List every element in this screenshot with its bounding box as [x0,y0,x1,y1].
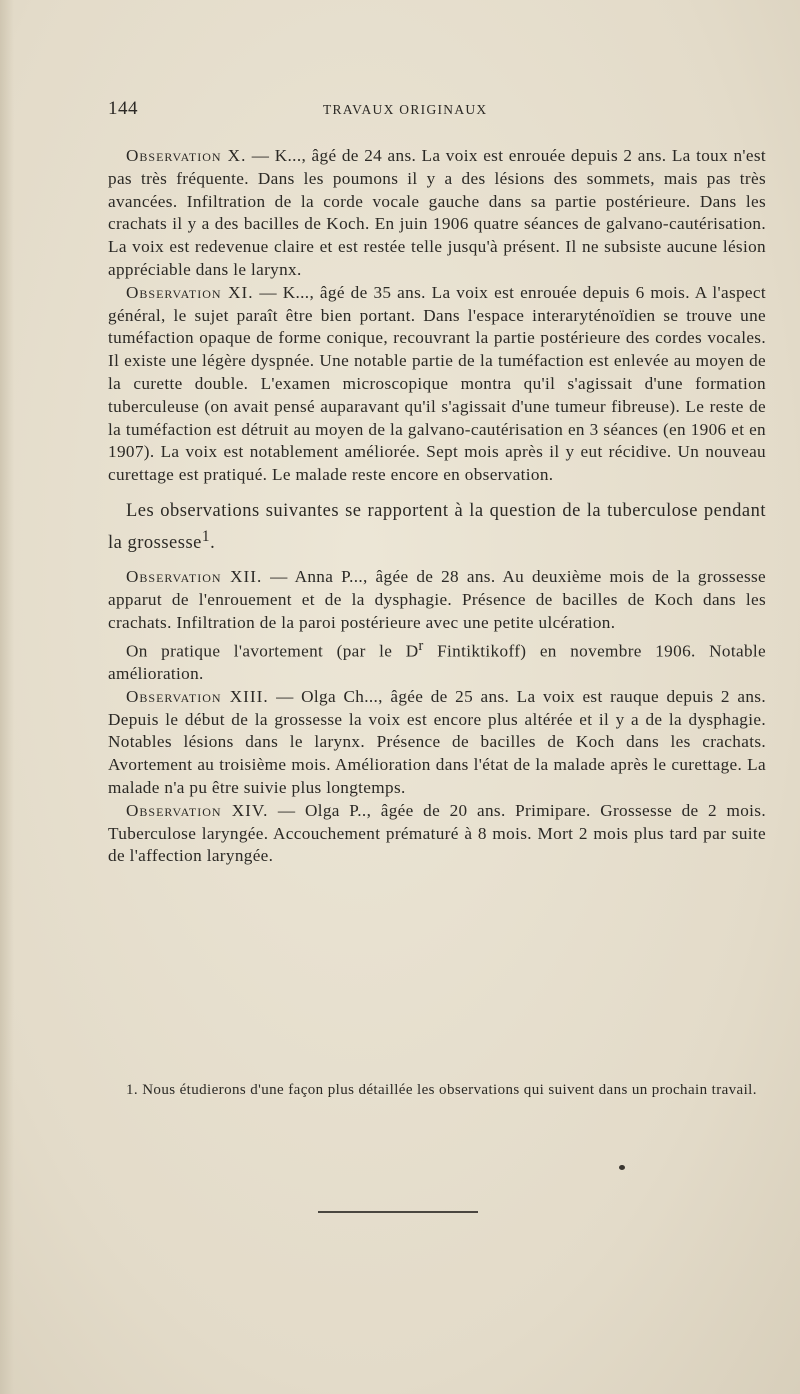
ink-speck [619,1165,625,1170]
observation-xi [108,282,766,487]
observation-xii-continued [108,635,766,686]
running-head: TRAVAUX ORIGINAUX [323,102,488,117]
observation-x [108,145,766,282]
body-text [108,145,766,868]
observation-label: Observation XIV. [126,800,269,820]
observation-text: — K..., âgé de 35 ans. La voix est enrouée depuis 6 mois. A l'aspect général, le sujet paraît être bien portant. Dans l'espace interaryténoïdien se trouve une tuméfaction opaque de forme conique, recouvrant la partie postérieure des cordes vocales. Il existe une légère dyspnée. Une notable partie de la tuméfaction est enlevée au moyen de la curette double. L'examen microscopique montra qu'il s'agissait d'une formation tuberculeuse (on avait pensé auparavant qu'il s'agissait d'une tumeur fibreuse). Le reste de la tuméfaction est détruit au moyen de la galvano-cautérisation en 3 séances (en 1906 et en 1907). La voix est notablement améliorée. Sept mois après il y eut récidive. Un nouveau curettage est pratiqué. Le malade reste encore en observation. [108,282,767,485]
observation-label: Observation XI. [126,282,254,302]
page-number: 144 [108,98,138,119]
continuation-text: On pratique l'avortement (par le D [126,641,419,661]
observation-xiii [108,686,766,800]
footnote [108,1080,766,1100]
observation-text: — Olga P.., âgée de 20 ans. Primipare. Grossesse de 2 mois. Tuberculose laryngée. Accouchement prématuré à 8 mois. Mort 2 mois plus tard par suite de l'affection laryngée. [108,800,766,866]
observation-text: — Anna P..., âgée de 28 ans. Au deuxième mois de la grossesse apparut de l'enrouement et de la dysphagie. Présence de bacilles de Koch dans les crachats. Infiltration de la paroi postérieure avec une petite ulcération. [108,567,767,632]
observation-text: — Olga Ch..., âgée de 25 ans. La voix est rauque depuis 2 ans. Depuis le début de la grossesse la voix est encore plus altérée et il y a de la dysphagie. Notables lésions dans le larynx. Présence de bacilles de Koch dans les crachats. Avortement au troisième mois. Amélioration dans l'état de la malade après le curettage. La malade n'a pu être suivie plus longtemps. [108,686,766,798]
continuation-text-end: Fintiktikoff) en novembre 1906. Notable amélioration. [108,641,766,684]
dr-superscript: r [418,637,424,654]
observation-text: — K..., âgé de 24 ans. La voix est enrouée depuis 2 ans. La toux n'est pas très fréquente. Dans les poumons il y a des lésions des sommets, mais pas très avancées. Infiltration de la corde vocale gauche dans sa partie postérieure. Dans les crachats il y a des bacilles de Koch. En juin 1906 quatre séances de galvano-cautérisation. La voix est redevenue claire et est restée telle jusqu'à présent. Il ne subsiste aucune lésion appréciable dans le larynx. [108,146,766,279]
observation-xii [108,566,766,634]
observation-label: Observation XII. [126,567,263,587]
lead-text: Les observations suivantes se rapportent à la question de la tuberculose pendant la grossesse [108,500,766,554]
observation-label: Observation XIII. [126,686,269,706]
lead-end: . [210,533,216,554]
footnote-ref: 1 [201,527,211,545]
bottom-rule [318,1211,478,1213]
observation-label: Observation X. [126,146,247,165]
page-edge-shadow [0,0,14,1394]
observation-xiv [108,800,766,868]
footnote-text: 1. Nous étudierons d'une façon plus détaillée les observations qui suivent dans un prochain travail. [126,1082,757,1098]
section-lead [108,499,766,556]
page-header [108,98,768,126]
